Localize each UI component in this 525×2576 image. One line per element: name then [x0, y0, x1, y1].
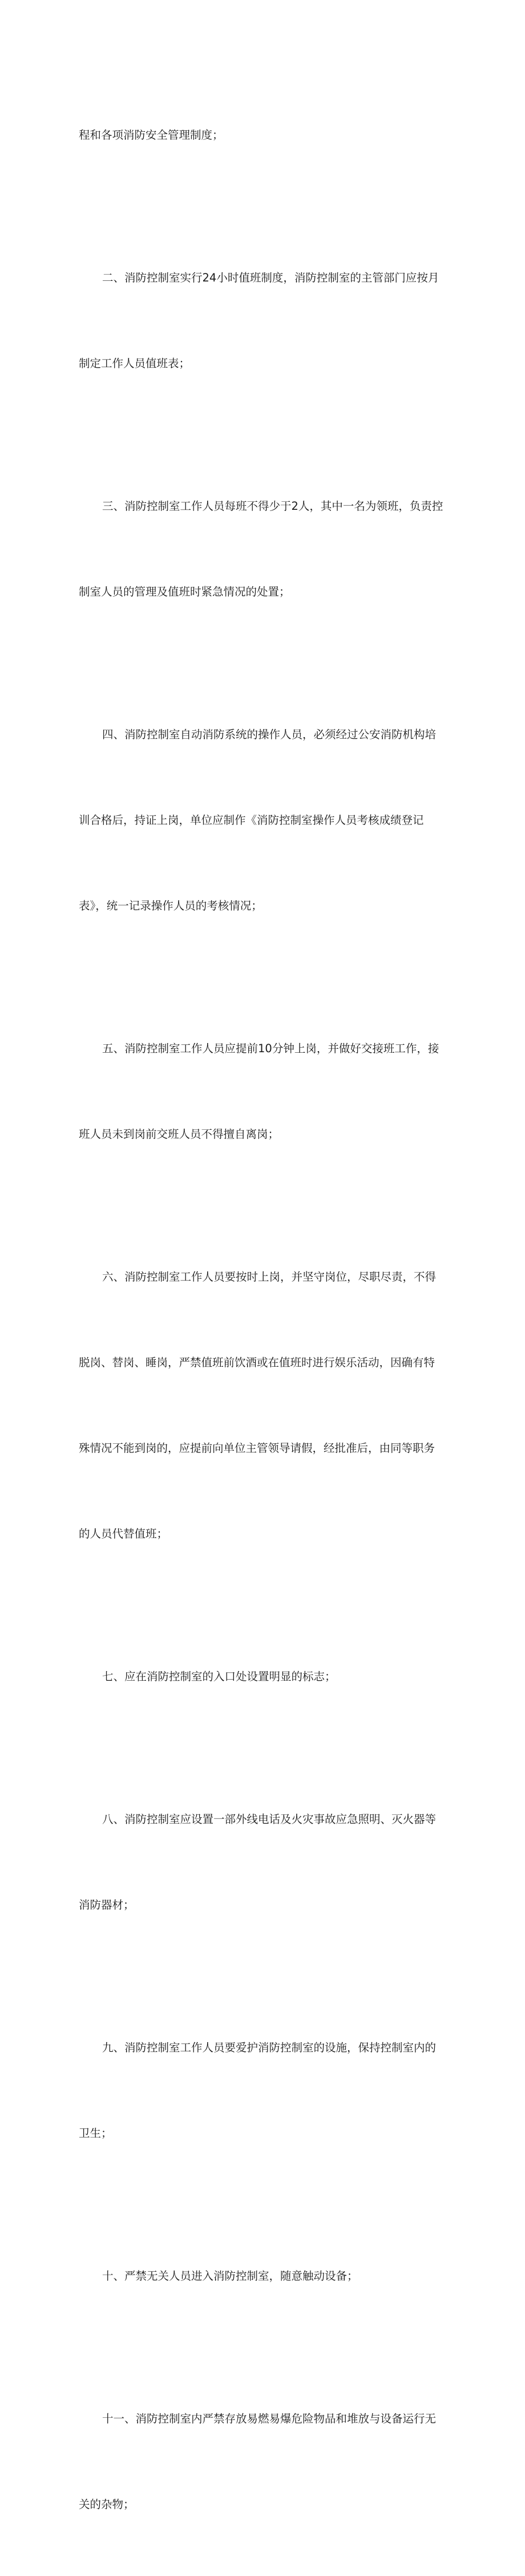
paragraph-continuation [79, 64, 455, 207]
paragraph-rule-11 [79, 2348, 455, 2576]
paragraph-rule-10 [79, 2205, 455, 2348]
text-line: 十、严禁无关人员进入消防控制室，随意触动设备； [102, 2269, 358, 2283]
paragraph-rule-9 [79, 1977, 455, 2205]
text-line: 制定工作人员值班表； [79, 357, 191, 370]
text-line: 训合格后，持证上岗，单位应制作《消防控制室操作人员考核成绩登记 [79, 814, 424, 827]
text-line: 九、消防控制室工作人员要爱护消防控制室的设施，保持控制室内的 [102, 2041, 437, 2054]
paragraph-rule-4 [79, 663, 455, 977]
text-line: 八、消防控制室应设置一部外线电话及火灾事故应急照明、灭火器等 [102, 1813, 437, 1826]
text-line: 十一、消防控制室内严禁存放易燃易爆危险物品和堆放与设备运行无 [102, 2412, 437, 2425]
paragraph-rule-2 [79, 207, 455, 435]
text-line: 程和各项消防安全管理制度； [79, 128, 224, 142]
text-line: 卫生； [79, 2127, 112, 2140]
text-line: 表》，统一记录操作人员的考核情况； [79, 899, 262, 912]
text-line: 三、消防控制室工作人员每班不得少于2人，其中一名为领班，负责控 [102, 500, 443, 513]
document-body [79, 64, 455, 2576]
text-line: 七、应在消防控制室的入口处设置明显的标志； [102, 1670, 336, 1683]
paragraph-rule-7 [79, 1605, 455, 1748]
paragraph-rule-6 [79, 1206, 455, 1605]
text-line: 四、消防控制室自动消防系统的操作人员，必须经过公安消防机构培 [102, 728, 437, 741]
text-line: 五、消防控制室工作人员应提前10分钟上岗，并做好交接班工作，接 [102, 1042, 439, 1055]
text-line: 班人员未到岗前交班人员不得擅自离岗； [79, 1128, 280, 1141]
paragraph-rule-3 [79, 435, 455, 663]
paragraph-rule-5 [79, 977, 455, 1206]
text-line: 制室人员的管理及值班时紧急情况的处置； [79, 585, 290, 598]
text-line: 关的杂物； [79, 2498, 135, 2511]
text-line: 脱岗、替岗、睡岗，严禁值班前饮酒或在值班时进行娱乐活动，因确有特 [79, 1356, 435, 1369]
text-line: 消防器材； [79, 1898, 135, 1911]
paragraph-rule-8 [79, 1748, 455, 1977]
text-line: 二、消防控制室实行24小时值班制度，消防控制室的主管部门应按月 [102, 271, 439, 284]
text-line: 殊情况不能到岗的，应提前向单位主管领导请假，经批准后，由同等职务 [79, 1442, 435, 1455]
text-line: 的人员代替值班； [79, 1527, 168, 1540]
text-line: 六、消防控制室工作人员要按时上岗，并坚守岗位，尽职尽责，不得 [102, 1270, 437, 1283]
